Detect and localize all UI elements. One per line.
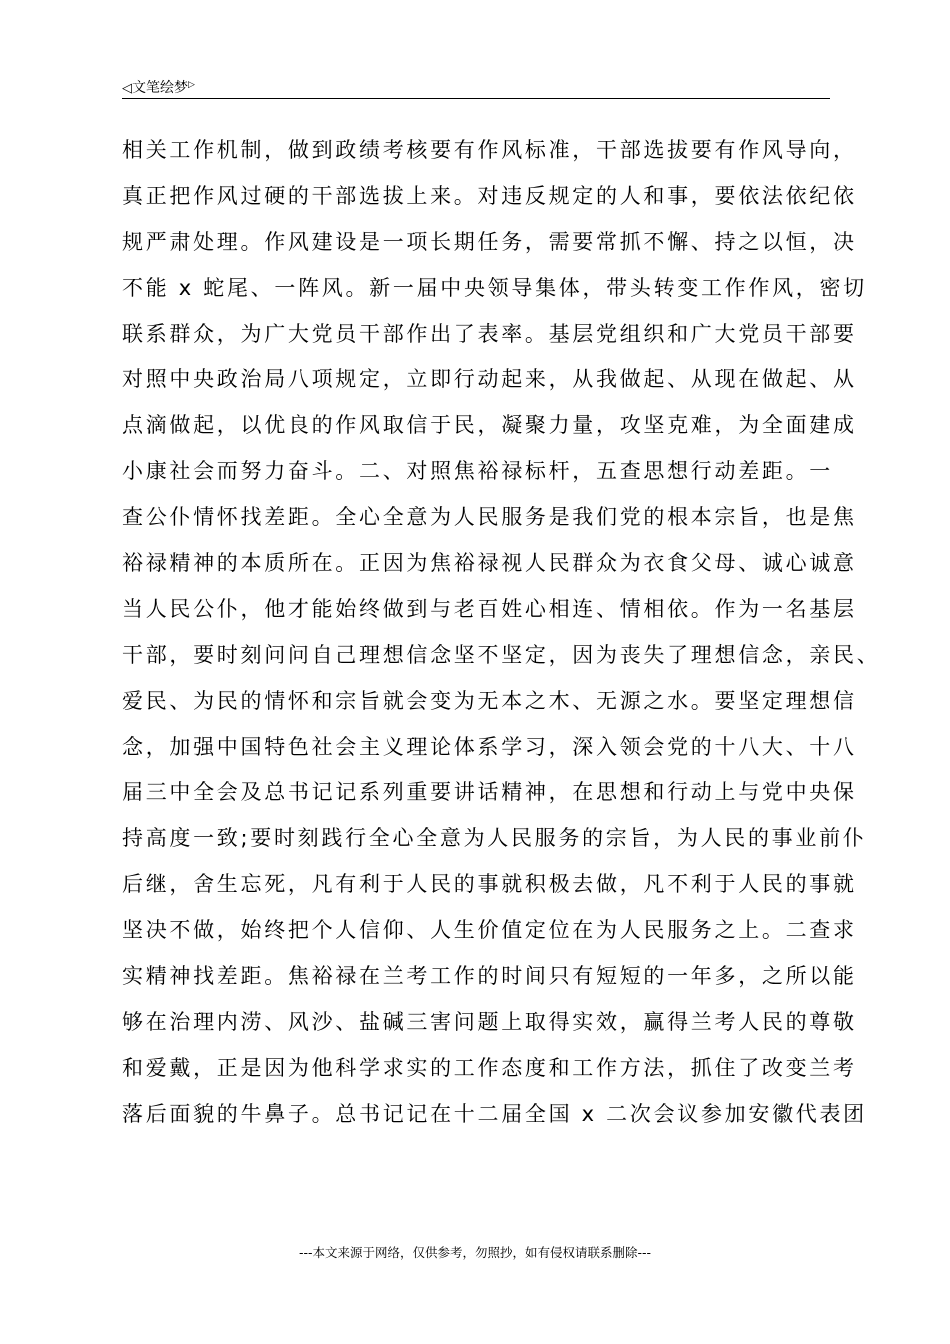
body-line: 规严肃处理。作风建设是一项长期任务，需要常抓不懈、持之以恒，决: [122, 229, 857, 254]
left-triangle-icon: ◁: [122, 81, 132, 96]
body-line: 不能 x 蛇尾、一阵风。新一届中央领导集体，带头转变工作作风，密切: [122, 275, 867, 300]
body-line: 相关工作机制，做到政绩考核要有作风标准，干部选拔要有作风导向，: [122, 138, 857, 162]
body-line: 查公仆情怀找差距。全心全意为人民服务是我们党的根本宗旨，也是焦: [122, 505, 857, 530]
body-line: 爱民、为民的情怀和宗旨就会变为无本之木、无源之水。要坚定理想信: [122, 688, 857, 713]
body-line: 联系群众，为广大党员干部作出了表率。基层党组织和广大党员干部要: [122, 321, 857, 346]
body-line: 对照中央政治局八项规定，立即行动起来，从我做起、从现在做起、从: [122, 367, 857, 392]
document-body: [122, 128, 881, 1138]
body-line: 真正把作风过硬的干部选拔上来。对违反规定的人和事，要依法依纪依: [122, 183, 857, 208]
body-line: 届三中全会及总书记记系列重要讲话精神，在思想和行动上与党中央保: [122, 780, 857, 805]
body-line: 实精神找差距。焦裕禄在兰考工作的时间只有短短的一年多，之所以能: [122, 964, 857, 989]
header-title-group: [122, 76, 195, 98]
body-line: 当人民公仆，他才能始终做到与老百姓心相连、情相依。作为一名基层: [122, 596, 857, 621]
copyright-footer: ---本文来源于网络，仅供参考，勿照抄，如有侵权请联系删除---: [298, 1245, 652, 1260]
body-line: 坚决不做，始终把个人信仰、人生价值定位在为人民服务之上。二查求: [122, 918, 857, 943]
body-line: 裕禄精神的本质所在。正因为焦裕禄视人民群众为衣食父母、诚心诚意: [122, 551, 857, 576]
body-line: 够在治理内涝、风沙、盐碱三害问题上取得实效，赢得兰考人民的尊敬: [122, 1009, 857, 1034]
body-line: 和爱戴，正是因为他科学求实的工作态度和工作方法，抓住了改变兰考: [122, 1055, 857, 1080]
body-line: 念，加强中国特色社会主义理论体系学习，深入领会党的十八大、十八: [122, 734, 857, 759]
body-line: 干部，要时刻问问自己理想信念坚不坚定，因为丧失了理想信念，亲民、: [122, 642, 881, 667]
body-line: 持高度一致;要时刻践行全心全意为人民服务的宗旨，为人民的事业前仆: [122, 826, 867, 851]
page-header: [122, 74, 830, 99]
body-line: 后继，舍生忘死，凡有利于人民的事就积极去做，凡不利于人民的事就: [122, 872, 857, 897]
body-line: 落后面貌的牛鼻子。总书记记在十二届全国 x 二次会议参加安徽代表团: [122, 1101, 867, 1126]
body-line: 小康社会而努力奋斗。二、对照焦裕禄标杆，五查思想行动差距。一: [122, 459, 833, 484]
right-triangle-icon: ▷: [188, 80, 195, 90]
header-title: 文笔绘梦: [132, 80, 188, 96]
body-line: 点滴做起，以优良的作风取信于民，凝聚力量，攻坚克难，为全面建成: [122, 413, 857, 438]
